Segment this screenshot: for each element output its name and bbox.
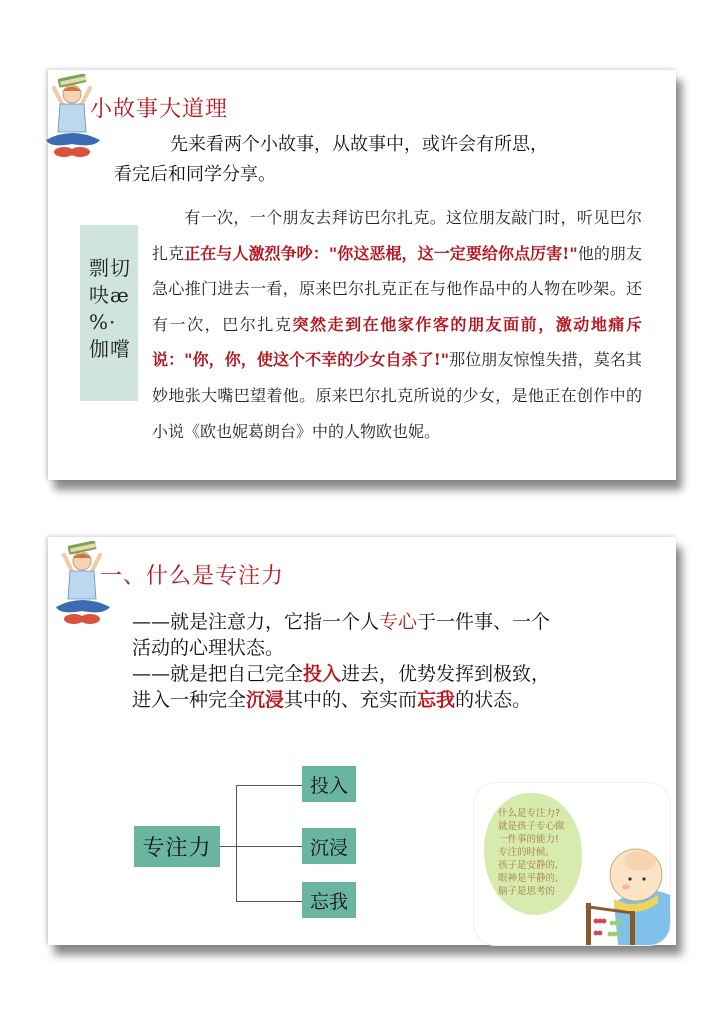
bubble-line: 就是孩子专心做 bbox=[498, 821, 565, 832]
def-highlight: 投入 bbox=[303, 663, 342, 685]
diagram-node-invest: 投入 bbox=[302, 766, 356, 802]
bubble-line: 脑子是思考的 bbox=[498, 886, 556, 897]
speech-bubble bbox=[484, 793, 582, 915]
def-text: ——就是注意力，它指一个人 bbox=[132, 611, 380, 633]
def-text: 进去，优势发挥到极致，进入一种完全 bbox=[132, 663, 551, 711]
side-label-line: %· bbox=[89, 310, 117, 334]
side-label-line: 伽嚐 bbox=[89, 337, 131, 361]
story-text: 有一次，一个朋友去拜访巴尔扎克。这位朋友敲门时，听见巴尔扎克 bbox=[152, 208, 642, 263]
def-text: 于一件事、一个活动的心理状态。 bbox=[132, 611, 551, 659]
diagram-node-immerse: 沉浸 bbox=[302, 828, 356, 864]
slide-story bbox=[48, 70, 676, 480]
connector-line bbox=[236, 901, 302, 902]
intro-line-1: 先来看两个小故事，从故事中，或许会有所思， bbox=[170, 134, 548, 155]
child-with-abacus-icon bbox=[574, 833, 670, 945]
garbled-side-label bbox=[80, 225, 138, 401]
bubble-line: 眼神是平静的, bbox=[498, 873, 559, 884]
slide-title: 小故事大道理 bbox=[90, 97, 229, 122]
story-text: 他的朋友急心推门进去一看，原来巴尔扎克正在与他作品中的人物在吵架。还有一次，巴尔扎克 bbox=[152, 243, 642, 334]
connector-line bbox=[236, 785, 237, 901]
definition-paragraph-1 bbox=[132, 609, 562, 661]
def-highlight: 专心 bbox=[379, 611, 418, 633]
def-text: 其中的、充实而 bbox=[284, 689, 418, 711]
slide-title: 一、什么是专注力 bbox=[100, 564, 285, 589]
story-text: 那位朋友惊惶失措，莫名其妙地张大嘴巴望着他。原来巴尔扎克所说的少女，是他正在创作中的小说《欧也妮葛朗台》中的人物欧也妮。 bbox=[152, 350, 642, 441]
def-highlight: 沉浸 bbox=[246, 689, 285, 711]
bubble-line: 什么是专注力? bbox=[498, 808, 561, 819]
diagram-node-selfless: 忘我 bbox=[302, 882, 356, 918]
intro-paragraph bbox=[114, 130, 614, 190]
child-abacus-illustration bbox=[473, 782, 671, 946]
bubble-line: 一件事的能力! bbox=[498, 834, 559, 845]
bubble-line: 专注的时候, bbox=[498, 847, 549, 858]
definition-paragraph-2 bbox=[132, 661, 562, 713]
balzac-story-paragraph bbox=[152, 200, 642, 449]
def-highlight: 忘我 bbox=[417, 689, 456, 711]
intro-line-2: 看完后和同学分享。 bbox=[114, 164, 276, 185]
slide-what-is-focus bbox=[48, 537, 676, 945]
story-highlight: 正在与人激烈争吵："你这恶棍，这一定要给你点厉害!" bbox=[184, 243, 578, 263]
connector-line bbox=[220, 846, 302, 847]
story-highlight: 突然走到在他家作客的朋友面前，激动地痛斥说："你，你，使这个不幸的少女自杀了!" bbox=[152, 314, 642, 370]
bubble-line: 孩子是安静的, bbox=[498, 860, 559, 871]
focus-definition bbox=[132, 609, 562, 713]
def-text: ——就是把自己完全 bbox=[132, 663, 304, 685]
side-label-line: 剽切 bbox=[89, 256, 131, 280]
diagram-root-node: 专注力 bbox=[134, 826, 220, 867]
side-label-line: 吷æ bbox=[89, 283, 130, 307]
def-text: 的状态。 bbox=[455, 689, 532, 711]
connector-line bbox=[236, 785, 302, 786]
